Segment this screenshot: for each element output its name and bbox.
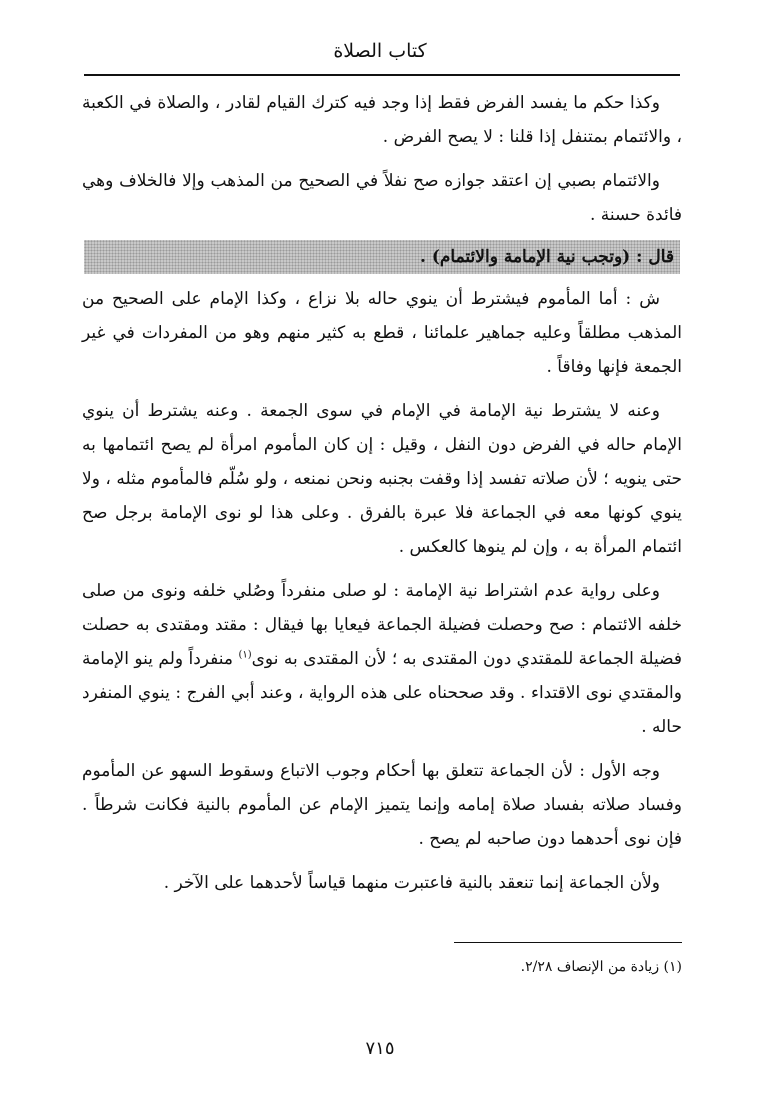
section-a-text [82, 86, 682, 232]
paragraph: وعنه لا يشترط نية الإمامة في الإمام في سوى الجمعة . وعنه يشترط أن ينوي الإمام حاله في الفرض دون النفل ، وقيل : إن كان المأموم امرأة لم يصح ائتمامها به حتى ينويه ؛ لأن صلاته تفسد إذا وقفت بجنبه ونحن نمنعه ، ولو سُلّم فالمأموم مثله ، ولا ينوي كونها معه في الجماعة فلا عبرة بالفرق . وعلى هذا لو نوى الإمامة برجل صح ائتمام المرأة به ، وإن لم ينوها كالعكس . [82, 401, 682, 557]
paragraph: ولأن الجماعة إنما تنعقد بالنية فاعتبرت منهما قياساً لأحدهما على الآخر . [163, 873, 660, 893]
paragraph: وكذا حكم ما يفسد الفرض فقط إذا وجد فيه كترك القيام لقادر ، والصلاة في الكعبة ، والائتمام بمتنفل إذا قلنا : لا يصح الفرض . [82, 93, 682, 147]
running-header-title: كتاب الصلاة [333, 40, 427, 62]
paragraph: ش : أما المأموم فيشترط أن ينوي حاله بلا نزاع ، وكذا الإمام على الصحيح من المذهب مطلقاً وعليه جماهير علمائنا ، قطع به كثير منهم وهو من المفردات في غير الجمعة فإنها وفاقاً . [82, 289, 682, 377]
footnote-rule [454, 942, 682, 943]
paragraph: والائتمام بصبي إن اعتقد جوازه صح نفلاً في الصحيح من المذهب وإلا فالخلاف وهي فائدة حسنة . [82, 171, 682, 225]
footnote: (١) زيادة من الإنصاف ٢/٢٨. [520, 959, 682, 975]
header-rule [84, 74, 680, 76]
matn-heading-bar [84, 240, 680, 274]
paragraph-part: وعلى رواية عدم اشتراط نية الإمامة : لو صلى منفرداً وصُلي خلفه ونوى من صلى خلفه الائتمام : صح وحصلت فضيلة الجماعة فيعايا بها فيقال : مقتد ومقتدى به حصلت فضيلة الجماعة للمقتدي دون المقتدى به ؛ لأن المقتدى به نوى [82, 581, 682, 669]
page-number: ٧١٥ [365, 1038, 395, 1059]
section-b-text [82, 282, 682, 900]
footnote-marker[interactable]: (١) [238, 649, 252, 661]
paragraph-part: منفرداً ولم ينو الإمامة والمقتدي نوى الاقتداء . وقد صححناه على هذه الرواية ، وعند أبي الفرج : ينوي المنفرد حاله . [82, 649, 682, 737]
matn-heading-text: قال : (وتجب نية الإمامة والائتمام) . [420, 247, 674, 267]
paragraph: وجه الأول : لأن الجماعة تتعلق بها أحكام وجوب الاتباع وسقوط السهو عن المأموم وفساد صلاته بفساد صلاة إمامه وإنما يتميز الإمام عن المأموم بالنية فكانت شرطاً . فإن نوى أحدهما دون صاحبه لم يصح . [82, 761, 682, 849]
paragraph [82, 574, 682, 744]
